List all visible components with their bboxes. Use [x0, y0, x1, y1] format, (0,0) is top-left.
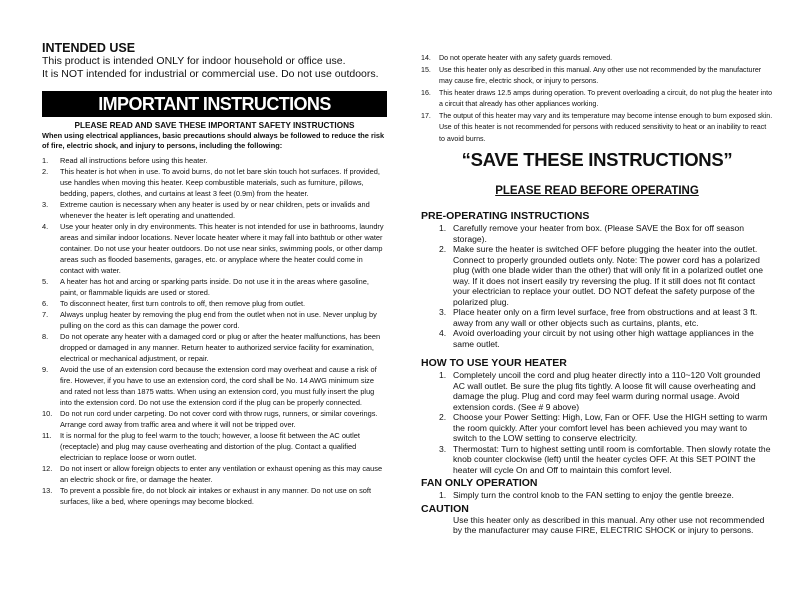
pre-operating-list — [421, 223, 773, 349]
important-instructions-banner: IMPORTANT INSTRUCTIONS — [42, 91, 387, 117]
item-number: 12. — [42, 464, 53, 473]
safety-item — [42, 166, 387, 199]
item-text: Make sure the heater is switched OFF before plugging the heater into the outlet. Connect to properly grounded outlets only. Note: The power cord has a polarized plug (with one blade wider than the other) that will only fit in a polarized outlet one way. If it does not insert easily try reversing the plug. If it still does not fit contact your electrician to replace your outlet. DO NOT defeat the safety purpose of the polarized plug. — [453, 244, 764, 307]
caution-heading: CAUTION — [421, 502, 469, 515]
item-text: Carefully remove your heater from box. (Please SAVE the Box for off season storage). — [453, 223, 745, 244]
safety-item — [42, 364, 387, 408]
item-text: This heater is hot when in use. To avoid burns, do not let bare skin touch hot surfaces. If provided, use handles when moving this heater. Keep combustible materials, such as furniture, pillows, bedding, papers, clothes, and curtains at least 3 feet (0.9m) from the heater. — [60, 167, 380, 198]
item-text: Do not operate any heater with a damaged cord or plug or after the heater malfunctions, has been dropped or damaged in any manner. Return heater to authorized service facility for examination, electrical or mechanical adjustment, or repair. — [60, 332, 381, 363]
caution-text: Use this heater only as described in this manual. Any other use not recommended by the manufacturer may cause FIRE, ELECTRIC SHOCK or injury to persons. — [453, 514, 765, 535]
left-column — [42, 41, 387, 507]
item-number: 2. — [439, 412, 447, 422]
item-number: 3. — [42, 200, 49, 209]
item-text: Place heater only on a firm level surface, free from obstructions and at least 3 ft. away from any wall or other objects such as curtains, plants, etc. — [453, 307, 758, 328]
item-number: 2. — [439, 244, 447, 254]
safety-item — [421, 88, 773, 111]
item-number: 1. — [439, 223, 447, 233]
item-text: Read all instructions before using this heater. — [60, 156, 208, 165]
item-text: Do not insert or allow foreign objects to enter any ventilation or exhaust opening as this may cause an electric shock or fire, or damage the heater. — [60, 464, 383, 484]
item-number: 16. — [421, 88, 431, 97]
safety-item — [42, 309, 387, 331]
item-number: 14. — [421, 54, 431, 62]
safety-item — [42, 485, 387, 507]
safety-item — [421, 111, 773, 146]
item-number: 4. — [42, 222, 49, 231]
item-text: To disconnect heater, first turn controls to off, then remove plug from outlet. — [60, 299, 306, 308]
how-to-use-item — [421, 370, 773, 412]
item-text: A heater has hot and arcing or sparking parts inside. Do not use it in the areas where gasoline, paint, or flammable liquids are used or stored. — [60, 277, 369, 297]
item-number: 2. — [42, 167, 49, 176]
pre-operating-item — [421, 307, 773, 328]
fan-only-heading: FAN ONLY OPERATION — [421, 477, 538, 489]
item-number: 11. — [42, 431, 52, 440]
item-number: 1. — [439, 370, 447, 380]
safety-item — [42, 408, 387, 430]
safety-instructions-list — [42, 155, 387, 507]
safety-subheading: PLEASE READ AND SAVE THESE IMPORTANT SAFETY INSTRUCTIONS — [74, 121, 355, 130]
safety-item — [42, 155, 387, 166]
safety-item — [42, 298, 387, 309]
item-number: 1. — [42, 156, 49, 165]
pre-operating-heading: PRE-OPERATING INSTRUCTIONS — [421, 210, 590, 222]
item-number: 10. — [42, 409, 53, 418]
safety-item — [42, 463, 387, 485]
item-text: The output of this heater may vary and its temperature may become intense enough to burn exposed skin. Use of this heater is not recommended for persons with reduced sensitivity to heat or an inability to react to avoid burns. — [439, 111, 773, 143]
item-text: Choose your Power Setting: High, Low, Fan or OFF. Use the HIGH setting to warm the room quickly. After your comfort level has been achieved you may want to switch to the LOW setting to conserve electricity. — [453, 412, 768, 443]
please-read-heading: PLEASE READ BEFORE OPERATING — [495, 185, 699, 197]
safety-item — [42, 430, 387, 463]
item-text: Use your heater only in dry environments. This heater is not intended for use in bathrooms, laundry areas and similar indoor locations. Never locate heater where it may fall into bathtub or other water container. Do not use your heater outdoors. Do not use near sinks, swimming pools, or other damp areas such as flooded basements, garages, etc. or anyplace where the heater could come in contact with water. — [60, 222, 384, 275]
item-number: 15. — [421, 65, 431, 74]
item-number: 17. — [421, 111, 431, 120]
intended-use-heading: INTENDED USE — [42, 41, 136, 55]
item-number: 8. — [42, 332, 49, 341]
item-number: 5. — [42, 277, 49, 286]
item-text: Use this heater only as described in this manual. Any other use not recommended by the manufacturer may cause fire, electric shock, or injury to persons. — [439, 65, 762, 85]
safety-intro: When using electrical appliances, basic precautions should always be followed to reduce the risk of fire, electric shock, and injury to persons, including the following: — [42, 131, 385, 150]
safety-instructions-continued — [421, 53, 773, 145]
item-text: This heater draws 12.5 amps during operation. To prevent overloading a circuit, do not plug the heater into a circuit that already has other appliances working. — [439, 88, 773, 108]
save-instructions-heading: “SAVE THESE INSTRUCTIONS” — [461, 149, 733, 170]
item-text: Avoid overloading your circuit by not using other high wattage appliances in the same outlet. — [453, 328, 754, 349]
item-number: 6. — [42, 299, 49, 308]
pre-operating-item — [421, 223, 773, 244]
item-number: 13. — [42, 486, 53, 495]
safety-item — [421, 53, 773, 65]
how-to-use-item — [421, 444, 773, 476]
item-text: Extreme caution is necessary when any heater is used by or near children, pets or invalids and whenever the heater is left operating and unattended. — [60, 200, 370, 220]
intended-use-line-2: It is NOT intended for industrial or commercial use. Do not use outdoors. — [42, 68, 379, 80]
item-text: Thermostat: Turn to highest setting until room is comfortable. Then slowly rotate the knob counter clockwise (left) until the heater cycles OFF. At this SET POINT the heater will cycle On and Off to maintain this comfort level. — [453, 443, 771, 475]
item-number: 3. — [439, 307, 447, 317]
item-text: Completely uncoil the cord and plug heater directly into a 110~120 Volt grounded AC wall outlet. Be sure the plug fits tightly. A loose fit will cause overheating and damage the plug. Plug and cord may feel warm during normal usage. Avoid extension cords. (See # 9 above) — [453, 370, 761, 412]
item-text: Always unplug heater by removing the plug end from the outlet when not in use. Never unplug by pulling on the cord as this can damage the power cord. — [60, 310, 377, 330]
fan-only-item — [421, 490, 773, 501]
safety-item — [42, 331, 387, 364]
item-text: Do not run cord under carpeting. Do not cover cord with throw rugs, runners, or similar coverings. Arrange cord away from traffic area and where it will not be tripped over. — [60, 409, 378, 429]
item-text: Do not operate heater with any safety guards removed. — [439, 54, 613, 62]
item-number: 7. — [42, 310, 49, 319]
intended-use-line-1: This product is intended ONLY for indoor household or office use. — [42, 55, 346, 67]
item-text: Simply turn the control knob to the FAN setting to enjoy the gentle breeze. — [453, 490, 734, 500]
item-number: 9. — [42, 365, 49, 374]
right-column — [421, 53, 773, 536]
safety-item — [42, 276, 387, 298]
safety-item — [421, 65, 773, 88]
safety-item — [42, 199, 387, 221]
item-number: 3. — [439, 443, 447, 454]
item-number: 4. — [439, 328, 447, 338]
pre-operating-item — [421, 244, 773, 307]
pre-operating-item — [421, 328, 773, 349]
item-text: Avoid the use of an extension cord because the extension cord may overheat and cause a risk of fire. However, if you have to use an extension cord, the cord shall be No. 14 AWG minimum size and rated not less than 1875 watts. When using an extension cord, you must fully insert the plug into the extension cord. Do not use the extension cord if the plug can be properly connected. — [60, 365, 377, 407]
item-text: To prevent a possible fire, do not block air intakes or exhaust in any manner. Do not use on soft surfaces, like a bed, where openings may become blocked. — [60, 486, 371, 506]
item-number: 1. — [439, 490, 447, 500]
how-to-use-heading: HOW TO USE YOUR HEATER — [421, 357, 567, 369]
how-to-use-list — [421, 370, 773, 475]
how-to-use-item — [421, 412, 773, 444]
safety-item — [42, 221, 387, 276]
fan-only-list — [421, 490, 773, 501]
item-text: It is normal for the plug to feel warm to the touch; however, a loose fit between the AC outlet (receptacle) and plug may cause overheating and distortion of the plug. Contact a qualified electrician to replace loose or worn outlet. — [60, 431, 360, 462]
